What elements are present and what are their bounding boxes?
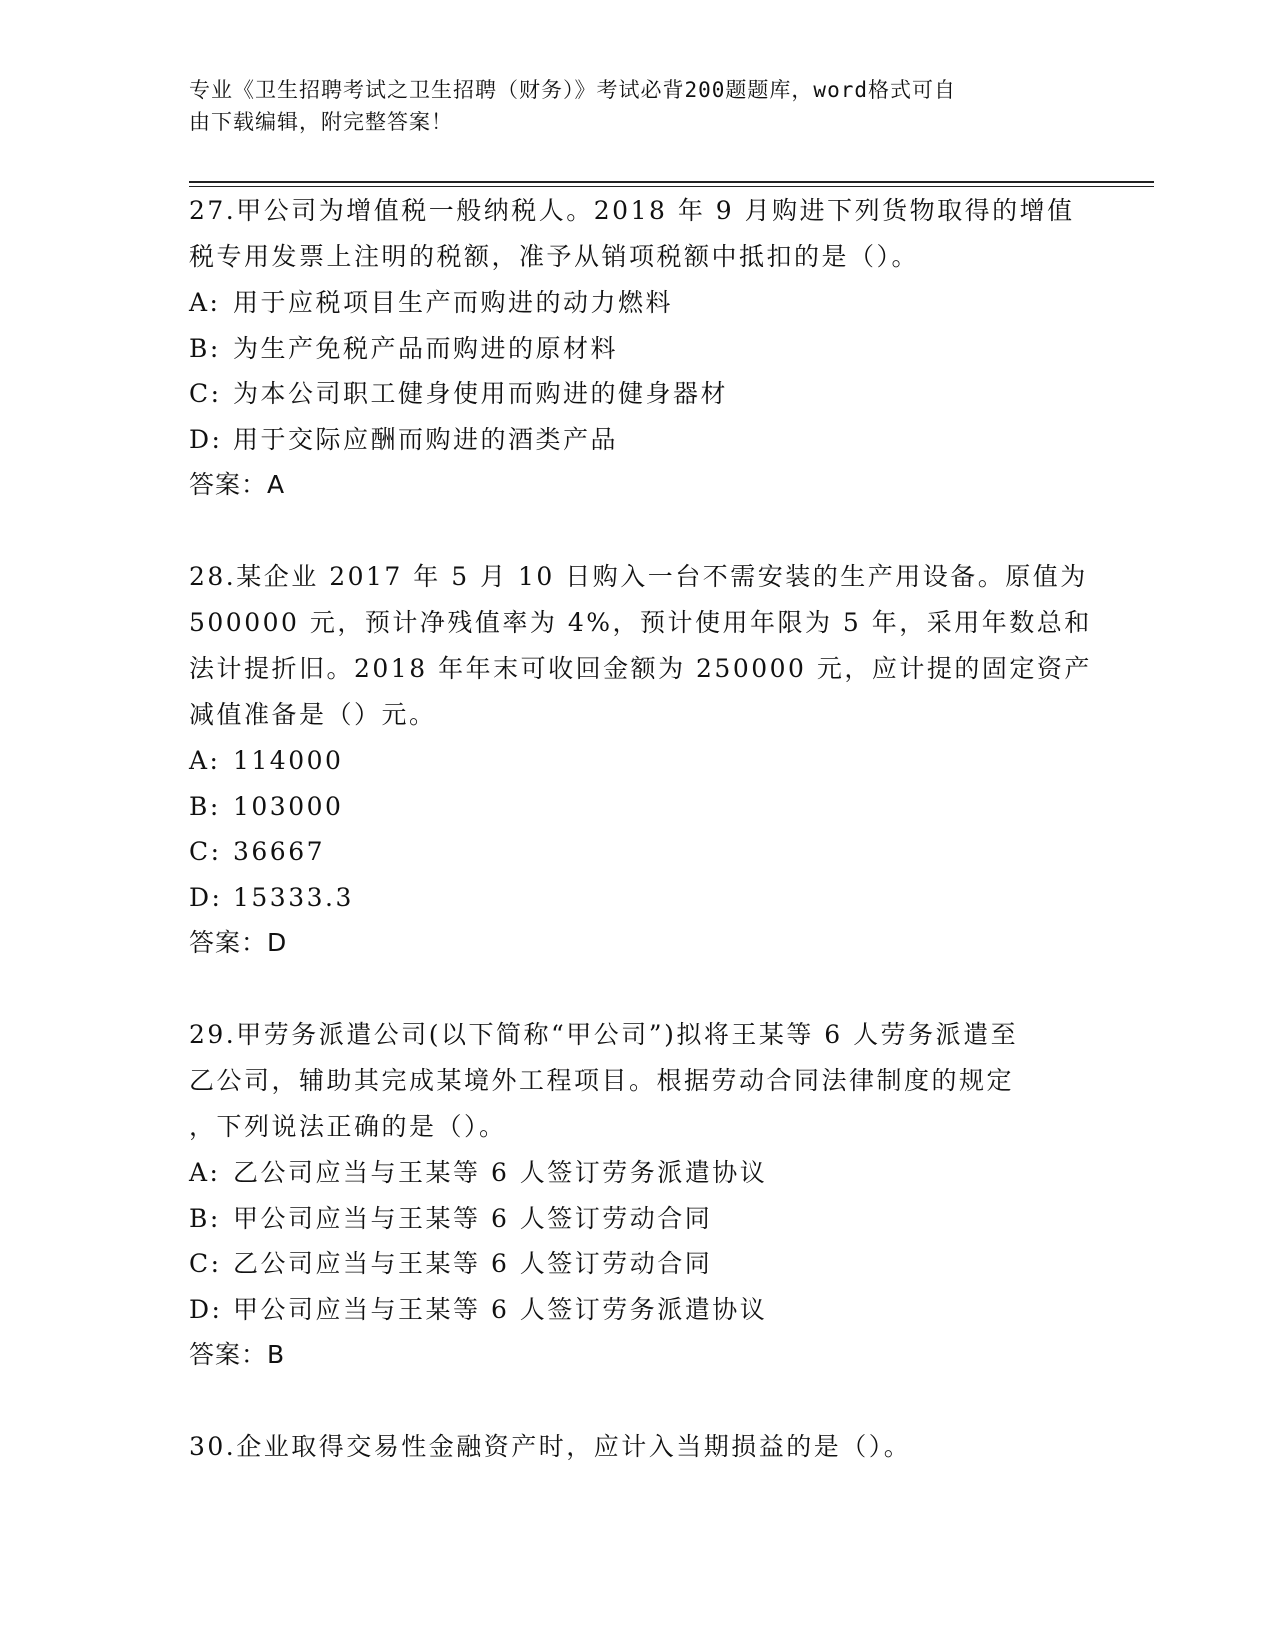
option-c [189,371,1089,417]
option-letter: C: [189,837,222,866]
question-text-line: 28.某企业 2017 年 5 月 10 日购入一台不需安装的生产用设备。原值为 [189,562,1088,591]
option-letter: C: [189,379,222,408]
option-d [189,875,1089,921]
option-letter: B: [189,1203,221,1233]
option-b [189,326,1089,372]
header-line-1: 专业《卫生招聘考试之卫生招聘（财务）》考试必背200题题库，word格式可自 [189,78,956,102]
option-letter: A: [189,746,221,775]
option-b [189,1196,1089,1242]
question-text-line: 法计提折旧。2018 年年末可收回金额为 250000 元，应计提的固定资产 [189,654,1092,683]
question-27 [189,188,1089,508]
option-text: 103000 [233,791,344,821]
option-letter: B: [189,333,221,363]
option-letter: D: [189,882,223,912]
option-text: 15333.3 [233,882,354,912]
header-line-2: 由下载编辑，附完整答案！ [189,110,453,134]
option-letter: D: [189,1294,223,1324]
option-text: 甲公司应当与王某等 6 人签订劳动合同 [233,1203,713,1233]
option-c [189,829,1089,875]
option-letter: A: [189,288,221,317]
option-letter: C: [189,1249,222,1278]
answer-line: 答案：A [189,470,286,499]
answer-line: 答案：B [189,1340,286,1369]
option-text: 乙公司应当与王某等 6 人签订劳动合同 [233,1249,713,1278]
option-c [189,1241,1089,1287]
document-header [189,74,1069,138]
option-a [189,1150,1089,1196]
question-28 [189,554,1092,966]
option-text: 114000 [233,746,344,775]
question-text-line: 27.甲公司为增值税一般纳税人。2018 年 9 月购进下列货物取得的增值 [189,196,1075,225]
question-text-line: 29.甲劳务派遣公司(以下简称“甲公司”)拟将王某等 6 人劳务派遣至 [189,1020,1019,1049]
option-text: 甲公司应当与王某等 6 人签订劳务派遣协议 [233,1294,768,1324]
question-text-line: 减值准备是（）元。 [189,700,437,729]
question-text-line: 30.企业取得交易性金融资产时，应计入当期损益的是（）。 [189,1432,912,1461]
option-text: 为生产免税产品而购进的原材料 [233,333,619,363]
question-30 [189,1424,1089,1470]
option-letter: B: [189,791,221,821]
option-text: 用于应税项目生产而购进的动力燃料 [233,288,674,317]
option-a [189,280,1089,326]
option-d [189,1287,1089,1333]
question-29 [189,1012,1089,1378]
question-text-line: 500000 元，预计净残值率为 4%，预计使用年限为 5 年，采用年数总和 [189,608,1092,637]
option-text: 为本公司职工健身使用而购进的健身器材 [233,379,729,408]
answer-line: 答案：D [189,928,288,957]
question-list [189,188,1092,1516]
option-text: 36667 [233,837,326,866]
option-text: 用于交际应酬而购进的酒类产品 [233,424,619,454]
option-a [189,738,1089,784]
question-text-line: 税专用发票上注明的税额，准予从销项税额中抵扣的是（）。 [189,242,920,271]
header-divider-thin [189,186,1154,187]
option-letter: D: [189,424,223,454]
option-letter: A: [189,1158,221,1187]
header-divider-thick [189,181,1154,183]
option-d [189,417,1089,463]
option-text: 乙公司应当与王某等 6 人签订劳务派遣协议 [233,1158,768,1187]
question-text-line: ，下列说法正确的是（）。 [189,1112,507,1141]
question-text-line: 乙公司，辅助其完成某境外工程项目。根据劳动合同法律制度的规定 [189,1066,1015,1095]
option-b [189,784,1089,830]
